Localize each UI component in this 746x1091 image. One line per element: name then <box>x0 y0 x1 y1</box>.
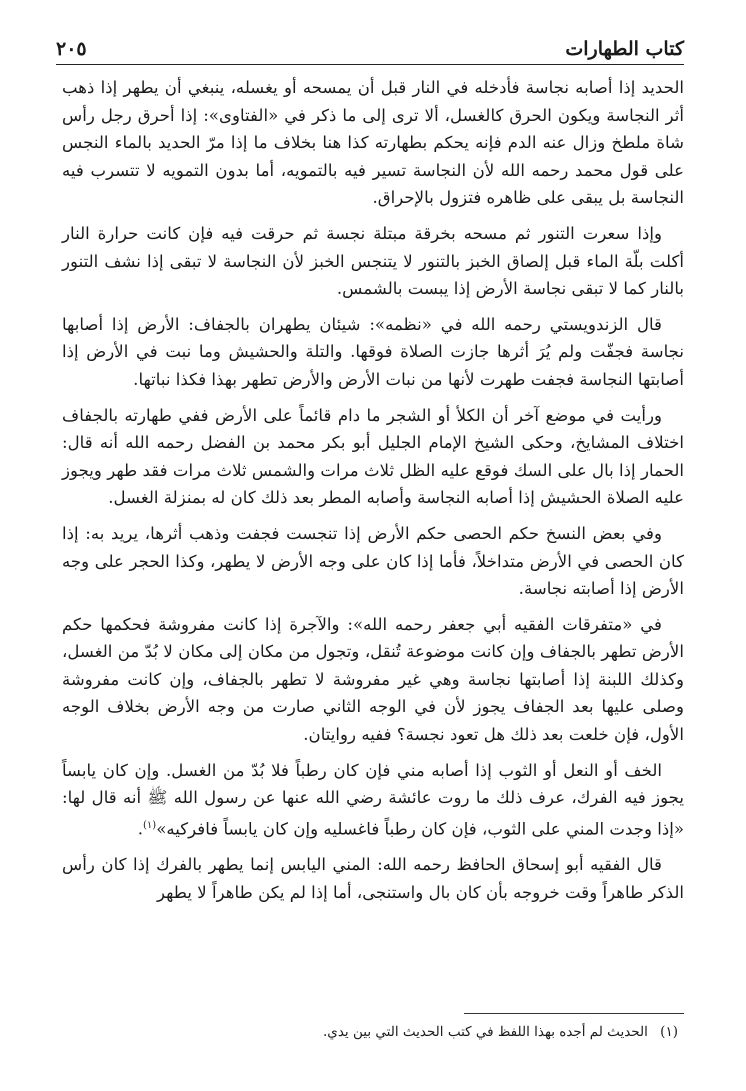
paragraph: قال الزندويستي رحمه الله في «نظمه»: شيئان يطهران بالجفاف: الأرض إذا أصابها نجاسة فجفّت ولم يُرَ أثرها جازت الصلاة فوقها. والتلة والحشيش وما نبت في الأرض إذا أصابتها النجاسة فجفت طهرت لأنها من نبات الأرض والأرض تطهر بهذا فكذا نباتها. <box>62 314 684 389</box>
paragraph: الحديد إذا أصابه نجاسة فأدخله في النار قبل أن يمسحه أو يغسله، ينبغي أن يطهر إذا ذهب أثر النجاسة ويكون الحرق كالغسل، ألا ترى إلى ما ذكر في «الفتاوى»: إذا أحرق رجل رأس شاة ملطخ وزال عنه الدم فإنه يحكم بطهارته كذا هنا بخلاف ما إذا مرّ الحديد بالماء النجس على قول محمد رحمه الله لأن النجاسة تسير فيه بالتمويه، أما بدون التمويه لا تتسرب فيه النجاسة بل يبقى على ظاهره فتزول بالإحراق. <box>62 78 684 208</box>
page-header <box>56 30 684 65</box>
main-text <box>62 74 684 914</box>
footnote-text: الحديث لم أجده بهذا اللفظ في كتب الحديث التي بين يدي. <box>322 1024 648 1040</box>
paragraph: قال الفقيه أبو إسحاق الحافظ رحمه الله: المني اليابس إنما يطهر بالفرك إذا كان رأس الذكر طاهراً وقت خروجه بأن كان بال واستنجى، أما إذا لم يكن طاهراً لا يطهر <box>62 854 684 902</box>
paragraph-text: الخف أو النعل أو الثوب إذا أصابه مني فإن كان رطباً فلا بُدّ من الغسل. وإن كان يابساً يجوز فيه الفرك، عرف ذلك ما روت عائشة رضي الله عنها عن رسول الله ﷺ أنه قال لها: «إذا وجدت المني على الثوب، فإن كان رطباً فاغسليه وإن كان يابساً فافركيه» <box>62 760 684 839</box>
footnote <box>62 1022 678 1042</box>
footnote-number: (١) <box>660 1024 678 1040</box>
paragraph: وإذا سعرت التنور ثم مسحه بخرقة مبتلة نجسة ثم حرقت فيه فإن كانت حرارة النار أكلت بلّة الماء قبل إلصاق الخبز بالتنور لا يتنجس الخبز لأن النجاسة لا تبقى إذا نشف التنور بالنار كما لا تبقى نجاسة الأرض إذا يبست بالشمس. <box>62 223 684 299</box>
paragraph: ورأيت في موضع آخر أن الكلأ أو الشجر ما دام قائماً على الأرض ففي طهارته بالجفاف اختلاف المشايخ، وحكى الشيخ الإمام الجليل أبو بكر محمد بن الفضل رحمه الله أنه قال: الحمار إذا بال على السك فوقع عليه الظل ثلاث مرات والشمس ثلاث مرات فقد طهر ويجوز عليه الصلاة الحشيش إذا أصابه النجاسة وأصابه المطر بعد ذلك كان له بمنزلة الغسل. <box>62 405 684 508</box>
footnote-divider <box>464 1013 684 1014</box>
paragraph: في «متفرقات الفقيه أبي جعفر رحمه الله»: والآجرة إذا كانت مفروشة فحكمها حكم الأرض تطهر بالجفاف وإن كانت موضوعة تُنقل، وتجول من مكان إلى مكان لا بُدّ من الغسل، وكذلك اللبنة إذا أصابتها نجاسة وهي غير مفروشة لا تطهر بالجفاف، وإن كانت مفروشة وصلى عليها بعد الجفاف يجوز لأن في الوجه الثاني صارت من وجه الأرض بخلاف الوجه الأول، فإن خلعت بعد ذلك هل تعود نجسة؟ ففيه روايتان. <box>62 614 684 745</box>
book-title: كتاب الطهارات <box>565 38 684 60</box>
footnote-reference: (١) <box>143 819 157 831</box>
paragraph: الخف أو النعل أو الثوب إذا أصابه مني فإن كان رطباً فلا بُدّ من الغسل. وإن كان يابساً يجوز فيه الفرك، عرف ذلك ما روت عائشة رضي الله عنها عن رسول الله ﷺ أنه قال لها: «إذا وجدت المني على الثوب، فإن كان رطباً فاغسليه وإن كان يابساً فافركيه»$^{(١)}$. <box>62 760 684 839</box>
page-number: ٢٠٥ <box>56 38 87 60</box>
paragraph: وفي بعض النسخ حكم الحصى حكم الأرض إذا تنجست فجفت وذهب أثرها، يريد به: إذا كان الحصى في الأرض متداخلاً، فأما إذا كان على وجه الأرض لا يطهر، وكذا الحجر على وجه الأرض إذا أصابته نجاسة. <box>62 523 684 599</box>
